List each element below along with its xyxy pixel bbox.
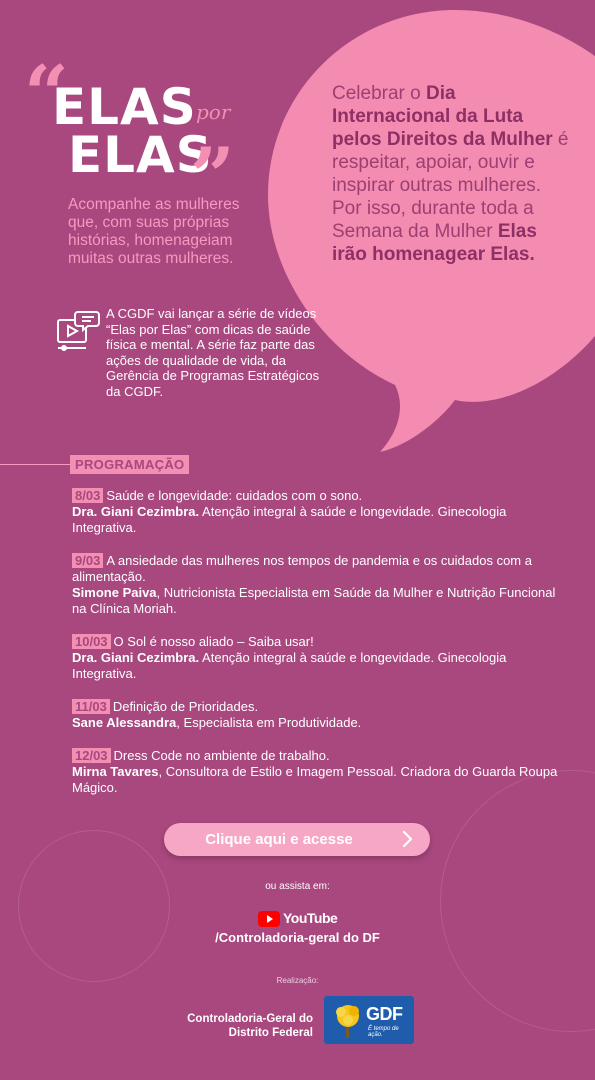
event-role: , Consultora de Estilo e Imagem Pessoal. Criadora do Guarda Roupa Mágico. [72,764,558,795]
youtube-link[interactable] [258,910,338,928]
event-role: Atenção integral à saúde e longevidade. Ginecologia Integrativa. [72,504,507,535]
event-date: 9/03 [72,553,103,568]
event-title: Saúde e longevidade: cuidados com o sono. [106,488,363,503]
decor-circle-left [18,830,170,982]
bubble-text-bold1: Dia Internacional da Luta pelos Direitos da Mulher [332,83,553,150]
event-date: 10/03 [72,634,111,649]
program-divider [0,464,70,465]
gdf-logo [324,996,414,1044]
event-item [72,634,572,682]
event-item [72,553,572,617]
event-date: 11/03 [72,699,110,714]
bubble-message [332,82,572,266]
organization-name: Controladoria-Geral do Distrito Federal [187,1013,313,1039]
video-series-info: A CGDF vai lançar a série de vídeos “Elas por Elas” com dicas de saúde física e mental. A série faz parte das ações de qualidade de vida, da Gerência de Programas Estratégicos da CGDF. [106,306,320,399]
event-item [72,699,572,731]
youtube-channel[interactable]: /Controladoria-geral do DF [215,930,380,945]
close-quote-mark: ” [190,131,235,222]
event-title: A ansiedade das mulheres nos tempos de pandemia e os cuidados com a alimentação. [72,553,532,584]
event-role: , Especialista em Produtividade. [176,715,362,730]
bubble-text-part1: Celebrar o [332,83,426,104]
chevron-right-icon [398,830,416,848]
event-speaker: Simone Paiva [72,585,157,600]
program-label: PROGRAMAÇÃO [70,455,189,474]
gdf-name: GDF [366,1004,403,1024]
gdf-slogan: É tempo de ação. [368,1026,399,1038]
event-title: Definição de Prioridades. [112,699,259,714]
youtube-play-icon [258,911,280,927]
event-speaker: Dra. Giani Cezimbra. [72,504,200,519]
logo-word-bottom: ELAS [68,126,213,184]
event-item [72,488,572,536]
events-list [72,488,572,813]
access-button-label: Clique aqui e acesse [205,831,353,848]
watch-on-label: ou assista em: [265,881,330,892]
gdf-flower-icon [329,1000,367,1040]
event-role: , Nutricionista Especialista em Saúde da Mulher e Nutrição Funcional na Clínica Moriah. [72,585,556,616]
video-chat-icon [56,308,100,354]
intro-text: Acompanhe as mulheres que, com suas próprias histórias, homenageiam muitas outras mulheres. [68,196,240,267]
event-role: Atenção integral à saúde e longevidade. Ginecologia Integrativa. [72,650,507,681]
logo-word-top: ELAS [52,78,197,136]
event-speaker: Mirna Tavares [72,764,159,779]
event-date: 12/03 [72,748,111,763]
open-quote-mark: “ [24,49,69,140]
realizacao-label: Realização: [276,976,319,985]
event-title: O Sol é nosso aliado – Saiba usar! [113,634,314,649]
bubble-text-part2: é respeitar, apoiar, ouvir e inspirar outras mulheres. Por isso, durante toda a Semana da Mulher [332,129,569,242]
logo-por: por [196,100,231,124]
event-item [72,748,572,796]
event-speaker: Dra. Giani Cezimbra. [72,650,200,665]
bubble-text-bold2: Elas irão homenagear Elas. [332,221,537,265]
event-date: 8/03 [72,488,103,503]
elas-por-elas-logo [24,49,250,222]
youtube-wordmark: YouTube [283,910,338,926]
event-title: Dress Code no ambiente de trabalho. [113,748,330,763]
access-button[interactable] [164,823,430,856]
event-speaker: Sane Alessandra [72,715,177,730]
